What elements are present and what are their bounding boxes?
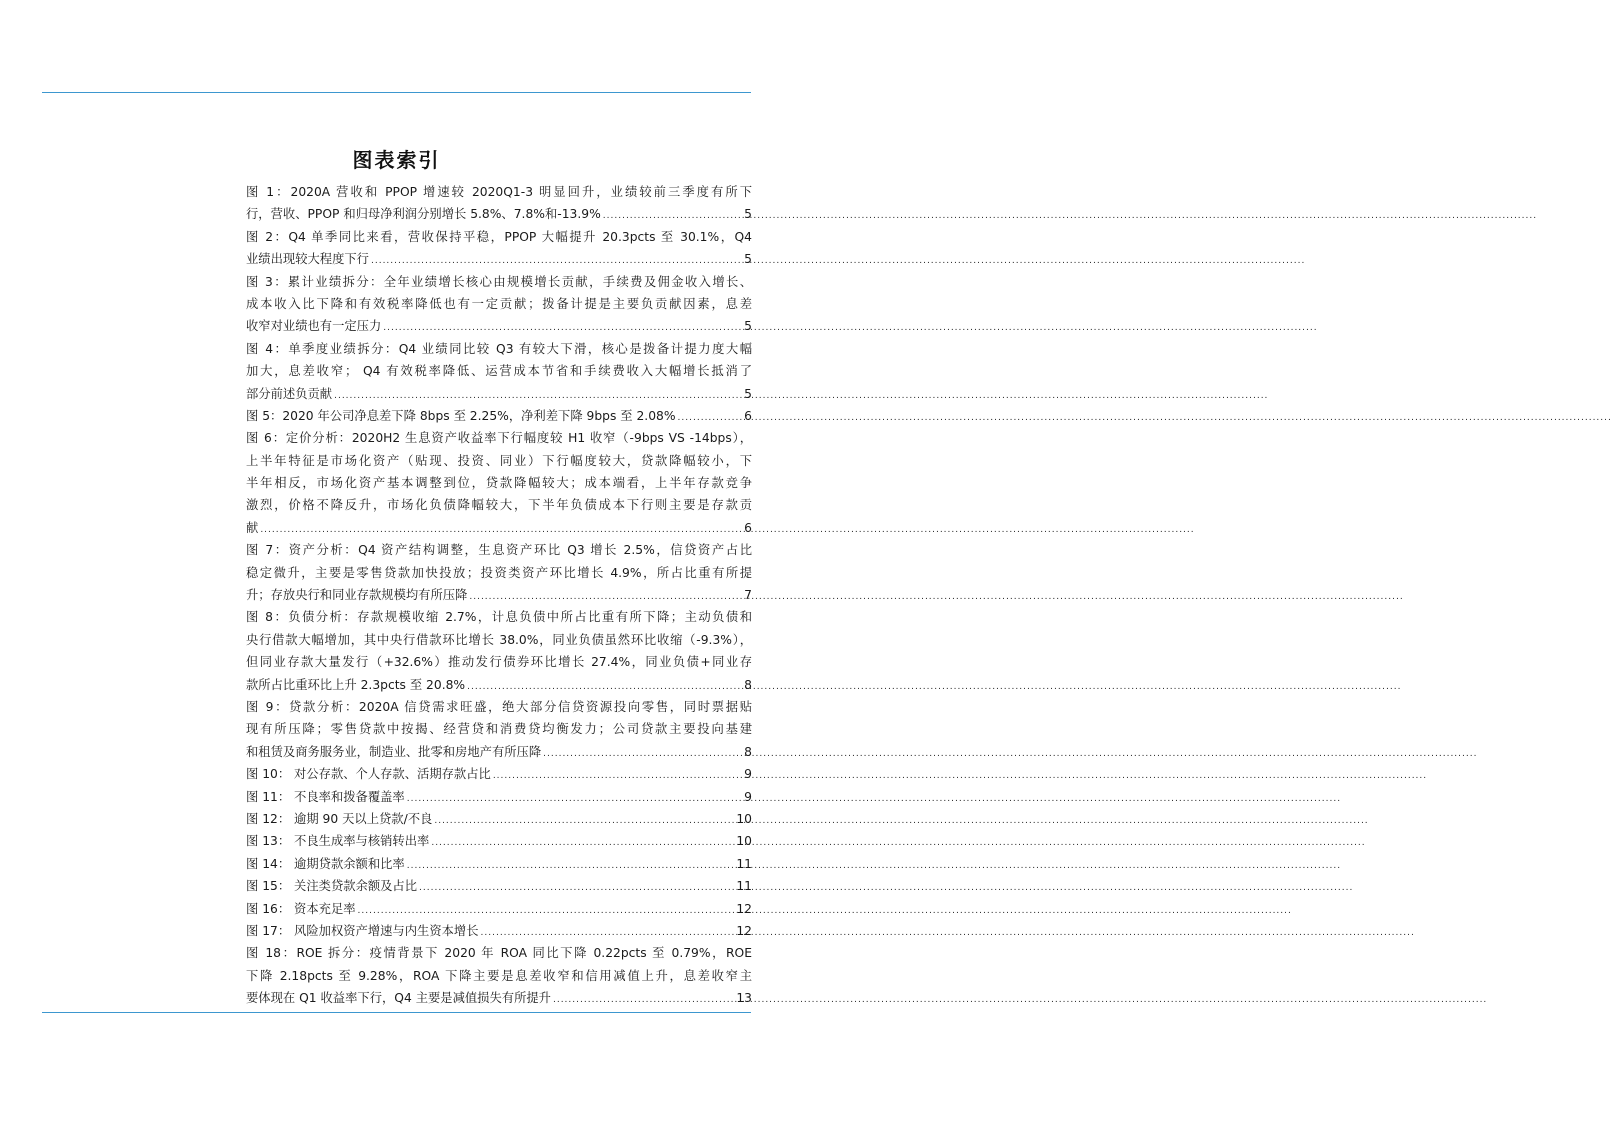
- toc-entry[interactable]: [246, 271, 752, 338]
- toc-entry-text: 收窄对业绩也有一定压力: [246, 319, 382, 334]
- toc-entry-last-line: [246, 786, 752, 808]
- toc-page-number: 10: [736, 834, 752, 849]
- toc-page-number: 9: [744, 767, 752, 782]
- toc-entry-text: 图 5：2020 年公司净息差下降 8bps 至 2.25%，净利差下降 9bps 至 2.08%: [246, 408, 676, 423]
- toc-entry-last-line: [246, 898, 752, 920]
- toc-entry-text: 图 16： 资本充足率: [246, 901, 356, 916]
- toc-entry-text: 图 14： 逾期贷款余额和比率: [246, 856, 405, 871]
- toc-entry-last-line: [246, 383, 752, 405]
- dot-leader: [332, 385, 744, 407]
- toc-entry-last-line: [246, 315, 752, 337]
- dot-leader: [467, 586, 744, 608]
- toc-entry-line: 下降 2.18pcts 至 9.28%，ROA 下降主要是息差收窄和信用减值上升，息差收窄主: [246, 968, 752, 983]
- toc-entry-text: 升；存放央行和同业存款规模均有所压降: [246, 588, 468, 603]
- toc-entry[interactable]: [246, 181, 752, 226]
- page-title: 图表索引: [352, 148, 441, 172]
- toc-entry-last-line: [246, 203, 752, 225]
- toc-entry[interactable]: [246, 786, 752, 808]
- toc-entry-last-line: [246, 830, 752, 852]
- toc-entry-text: 行，营收、PPOP 和归母净利润分别增长 5.8%、7.8%和-13.9%: [246, 207, 601, 222]
- dot-leader: [258, 519, 744, 541]
- toc-entry[interactable]: [246, 606, 752, 696]
- toc-entry-line: 现有所压降；零售贷款中按揭、经营贷和消费贷均衡发力；公司贷款主要投向基建: [246, 722, 752, 737]
- toc-entry-line: 图 4：单季度业绩拆分：Q4 业绩同比较 Q3 有较大下滑，核心是拨备计提力度大幅: [246, 341, 752, 356]
- toc-entry-text: 献: [246, 520, 259, 535]
- dot-leader: [601, 205, 744, 227]
- toc-entry-text: 部分前述负贡献: [246, 386, 333, 401]
- toc-page-number: 10: [736, 811, 752, 826]
- toc-entry-line: 激烈，价格不降反升，市场化负债降幅较大，下半年负债成本下行则主要是存款贡: [246, 498, 752, 513]
- toc-entry[interactable]: [246, 830, 752, 852]
- toc-page-number: 8: [744, 677, 752, 692]
- toc-entry[interactable]: [246, 226, 752, 271]
- dot-leader: [432, 810, 736, 832]
- toc-entry[interactable]: [246, 853, 752, 875]
- toc-entry-line: 图 8：负债分析：存款规模收缩 2.7%，计息负债中所占比重有所下降；主动负债和: [246, 610, 752, 625]
- toc-entry-text: 要体现在 Q1 收益率下行，Q4 主要是减值损失有所提升: [246, 991, 551, 1006]
- toc-entry-text: 图 11： 不良率和拨备覆盖率: [246, 789, 405, 804]
- toc-page-number: 11: [736, 879, 752, 894]
- dot-leader: [429, 832, 736, 854]
- toc-entry-last-line: [246, 808, 752, 830]
- toc-page-number: 11: [736, 856, 752, 871]
- dot-leader: [491, 765, 744, 787]
- toc-page-number: 6: [744, 408, 752, 423]
- toc-entry-text: 业绩出现较大程度下行: [246, 252, 369, 267]
- dot-leader: [551, 989, 736, 1011]
- toc-entry-last-line: [246, 875, 752, 897]
- dot-leader: [676, 407, 745, 429]
- header-rule: [42, 92, 751, 93]
- toc-entry-line: 加大，息差收窄； Q4 有效税率降低、运营成本节省和手续费收入大幅增长抵消了: [246, 364, 752, 379]
- toc-entry-line: 图 18：ROE 拆分：疫情背景下 2020 年 ROA 同比下降 0.22pcts 至 0.79%，ROE: [246, 946, 752, 961]
- toc-page-number: 12: [736, 923, 752, 938]
- dot-leader: [356, 900, 737, 922]
- toc-entry[interactable]: [246, 427, 752, 539]
- toc-page-number: 5: [744, 386, 752, 401]
- toc-entry-last-line: [246, 248, 752, 270]
- toc-entry-text: 图 17： 风险加权资产增速与内生资本增长: [246, 923, 479, 938]
- dot-leader: [369, 250, 744, 272]
- toc-page-number: 5: [744, 207, 752, 222]
- dot-leader: [381, 317, 744, 339]
- toc-entry-last-line: [246, 517, 752, 539]
- toc-entry-line: 半年相反，市场化资产基本调整到位，贷款降幅较大；成本端看，上半年存款竞争: [246, 476, 752, 491]
- toc-entry-line: 图 7：资产分析：Q4 资产结构调整，生息资产环比 Q3 增长 2.5%，信贷资产占比: [246, 543, 752, 558]
- toc-page-number: 6: [744, 520, 752, 535]
- toc-entry-last-line: [246, 584, 752, 606]
- toc-page-number: 7: [744, 588, 752, 603]
- toc-entry[interactable]: [246, 808, 752, 830]
- toc-entry-last-line: [246, 987, 752, 1009]
- toc-entry-text: 和租赁及商务服务业，制造业、批零和房地产有所压降: [246, 744, 542, 759]
- figure-index-list: [246, 181, 752, 1009]
- toc-page-number: 5: [744, 319, 752, 334]
- toc-entry[interactable]: [246, 405, 752, 427]
- toc-entry-line: 图 1：2020A 营收和 PPOP 增速较 2020Q1-3 明显回升，业绩较前三季度有所下: [246, 185, 752, 199]
- toc-entry-text: 图 12： 逾期 90 天以上贷款/不良: [246, 811, 433, 826]
- toc-entry-line: 图 6：定价分析：2020H2 生息资产收益率下行幅度较 H1 收窄（-9bps VS -14bps），: [246, 431, 752, 446]
- toc-entry-line: 央行借款大幅增加，其中央行借款环比增长 38.0%，同业负债虽然环比收缩（-9.3%），: [246, 632, 752, 647]
- toc-entry-text: 款所占比重环比上升 2.3pcts 至 20.8%: [246, 677, 466, 692]
- toc-entry[interactable]: [246, 696, 752, 763]
- toc-entry-text: 图 13： 不良生成率与核销转出率: [246, 834, 430, 849]
- dot-leader: [479, 922, 737, 944]
- toc-page-number: 5: [744, 252, 752, 267]
- dot-leader: [541, 743, 744, 765]
- toc-page-number: 9: [744, 789, 752, 804]
- toc-entry[interactable]: [246, 942, 752, 1009]
- toc-entry-line: 图 2：Q4 单季同比来看，营收保持平稳，PPOP 大幅提升 20.3pcts 至 30.1%，Q4: [246, 229, 752, 244]
- toc-entry[interactable]: [246, 539, 752, 606]
- toc-entry-last-line: [246, 853, 752, 875]
- toc-entry-last-line: [246, 405, 752, 427]
- dot-leader: [405, 788, 744, 810]
- toc-entry-line: 成本收入比下降和有效税率降低也有一定贡献；拨备计提是主要负贡献因素，息差: [246, 296, 752, 311]
- toc-page-number: 12: [736, 901, 752, 916]
- toc-entry[interactable]: [246, 920, 752, 942]
- dot-leader: [405, 855, 737, 877]
- toc-entry-text: 图 10： 对公存款、个人存款、活期存款占比: [246, 767, 491, 782]
- toc-entry-last-line: [246, 674, 752, 696]
- toc-entry[interactable]: [246, 763, 752, 785]
- toc-page-number: 13: [736, 991, 752, 1006]
- toc-entry-last-line: [246, 920, 752, 942]
- toc-entry-line: 稳定微升，主要是零售贷款加快投放；投资类资产环比增长 4.9%，所占比重有所提: [246, 565, 752, 580]
- toc-page-number: 8: [744, 744, 752, 759]
- toc-entry-line: 图 3：累计业绩拆分：全年业绩增长核心由规模增长贡献，手续费及佣金收入增长、: [246, 274, 752, 289]
- dot-leader: [417, 877, 736, 899]
- dot-leader: [465, 676, 744, 698]
- toc-entry-line: 图 9：贷款分析：2020A 信贷需求旺盛，绝大部分信贷资源投向零售，同时票据贴: [246, 699, 752, 714]
- toc-entry[interactable]: [246, 898, 752, 920]
- toc-entry-last-line: [246, 741, 752, 763]
- toc-entry[interactable]: [246, 875, 752, 897]
- toc-entry[interactable]: [246, 338, 752, 405]
- footer-rule: [42, 1012, 751, 1013]
- toc-entry-text: 图 15： 关注类贷款余额及占比: [246, 879, 418, 894]
- toc-entry-line: 但同业存款大量发行（+32.6%）推动发行债券环比增长 27.4%，同业负债+同业存: [246, 655, 752, 670]
- toc-entry-line: 上半年特征是市场化资产（贴现、投资、同业）下行幅度较大，贷款降幅较小，下: [246, 453, 752, 468]
- toc-entry-last-line: [246, 763, 752, 785]
